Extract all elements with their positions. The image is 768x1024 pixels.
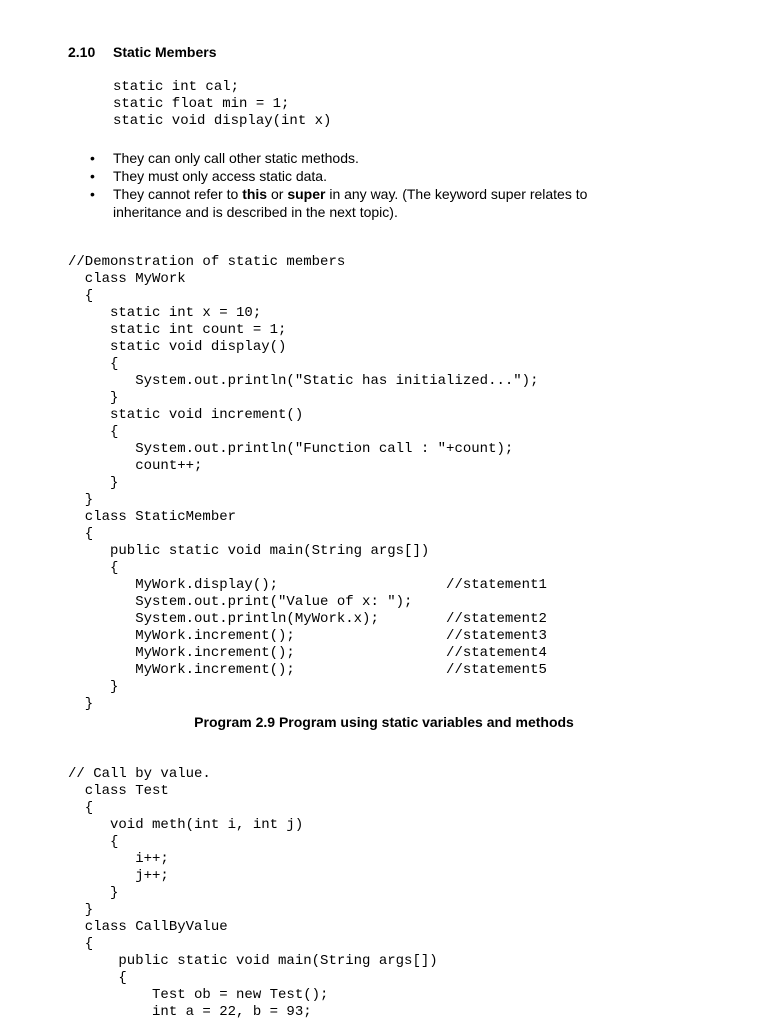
bullet-icon: • (90, 186, 95, 202)
rule-text-3-part3: in any way. (The keyword super relates to inheritance and is described in the next topic). (113, 186, 588, 220)
bullet-icon: • (90, 168, 95, 184)
list-item (90, 167, 650, 185)
keyword-this: this (242, 186, 268, 202)
static-declarations-code: static int cal; static float min = 1; static void display(int x) (113, 79, 332, 129)
program-caption: Program 2.9 Program using static variables and methods (194, 714, 574, 730)
rule-text-3-part2: or (267, 186, 288, 202)
call-by-value-program-code: // Call by value. class Test { void meth(int i, int j) { i++; j++; } } class CallByValue { public static void main(String args[]) { Test ob = new Test(); int a = 22, b = 93; (68, 766, 438, 1020)
rule-text-2: They must only access static data. (113, 168, 327, 184)
keyword-super: super (287, 186, 326, 202)
list-item (90, 185, 650, 221)
list-item (90, 149, 650, 167)
rule-text-3-part1: They cannot refer to (113, 186, 243, 202)
rule-text-1: They can only call other static methods. (113, 150, 359, 166)
static-method-rules-list (90, 149, 650, 221)
section-title: Static Members (113, 44, 217, 60)
section-number: 2.10 (68, 44, 96, 60)
bullet-icon: • (90, 150, 95, 166)
static-members-program-code: //Demonstration of static members class MyWork { static int x = 10; static int count = 1; static void display() { System.out.println("Static has initialized..."); } static void increment() { System.out.println("Function call : "+count); count++; } } class StaticMember { public static void main(String args[]) { MyWork.display(); //statement1 System.out.print("Value of x: "); System.out.println(MyWork.x); //statement2 MyWork.increment(); //statement3 MyWork.increment(); //statement4 MyWork.increment(); //statement5 } } (68, 254, 547, 712)
section-heading (68, 44, 216, 60)
